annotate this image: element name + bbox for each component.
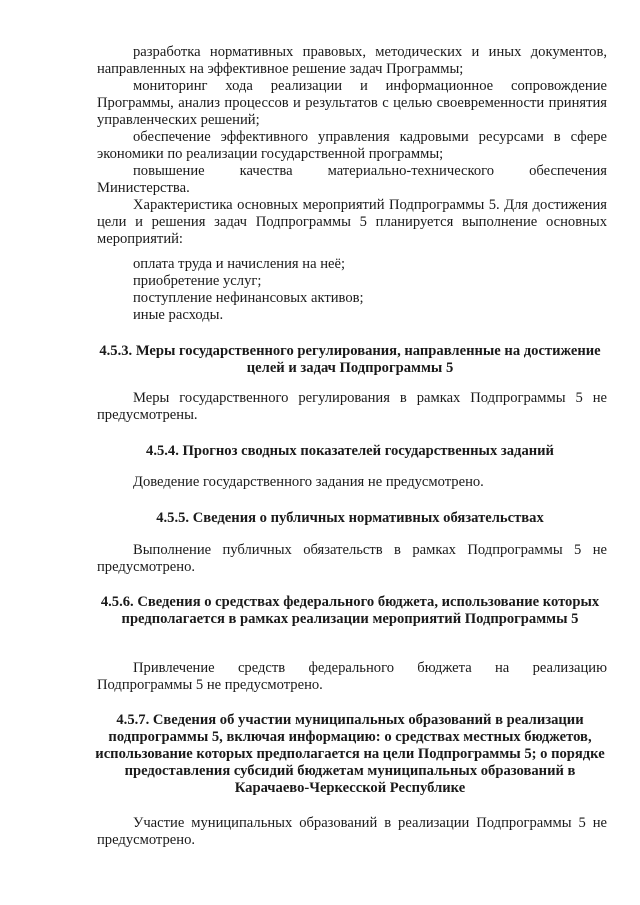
- section-heading-4-5-5: 4.5.5. Сведения о публичных нормативных обязательствах: [156, 510, 544, 526]
- paragraph-personnel: обеспечение эффективного управления кадровыми ресурсами в сфере экономики по реализации государственной программы;: [97, 129, 607, 162]
- paragraph-monitoring: мониторинг хода реализации и информационное сопровождение Программы, анализ процессов и результатов с целью своевременности принятия управленческих решений;: [97, 78, 607, 128]
- list-item: поступление нефинансовых активов;: [133, 290, 364, 306]
- section-text-4-5-4: Доведение государственного задания не предусмотрено.: [133, 474, 484, 490]
- paragraph-characteristics: Характеристика основных мероприятий Подпрограммы 5. Для достижения цели и решения задач Подпрограммы 5 планируется выполнение основных мероприятий:: [97, 197, 607, 247]
- list-item: приобретение услуг;: [133, 273, 262, 289]
- list-item: оплата труда и начисления на неё;: [133, 256, 346, 272]
- section-heading-4-5-3: 4.5.3. Меры государственного регулирования, направленные на достижение целей и задач Подпрограммы 5: [99, 343, 601, 376]
- section-text-4-5-6: Привлечение средств федерального бюджета на реализацию Подпрограммы 5 не предусмотрено.: [97, 660, 607, 693]
- paragraph-development: разработка нормативных правовых, методических и иных документов, направленных на эффективное решение задач Программы;: [97, 44, 607, 77]
- list-item: иные расходы.: [133, 307, 224, 323]
- section-heading-4-5-7: 4.5.7. Сведения об участии муниципальных образований в реализации подпрограммы 5, включая информацию: о средствах местных бюджетов, использование которых предполагается на цели Подпрограммы 5; о порядке предоставления субсидий бюджетам муниципальных образований в Карачаево-Черкесской Республике: [95, 712, 605, 796]
- section-heading-4-5-4: 4.5.4. Прогноз сводных показателей государственных заданий: [146, 443, 554, 459]
- section-text-4-5-3: Меры государственного регулирования в рамках Подпрограммы 5 не предусмотрены.: [97, 390, 607, 423]
- section-text-4-5-7: Участие муниципальных образований в реализации Подпрограммы 5 не предусмотрено.: [97, 815, 607, 848]
- section-heading-4-5-6: 4.5.6. Сведения о средствах федерального бюджета, использование которых предполагается в рамках реализации мероприятий Подпрограммы 5: [100, 594, 600, 627]
- section-text-4-5-5: Выполнение публичных обязательств в рамках Подпрограммы 5 не предусмотрено.: [97, 542, 607, 575]
- paragraph-material: повышение качества материально-технического обеспечения Министерства.: [97, 163, 607, 196]
